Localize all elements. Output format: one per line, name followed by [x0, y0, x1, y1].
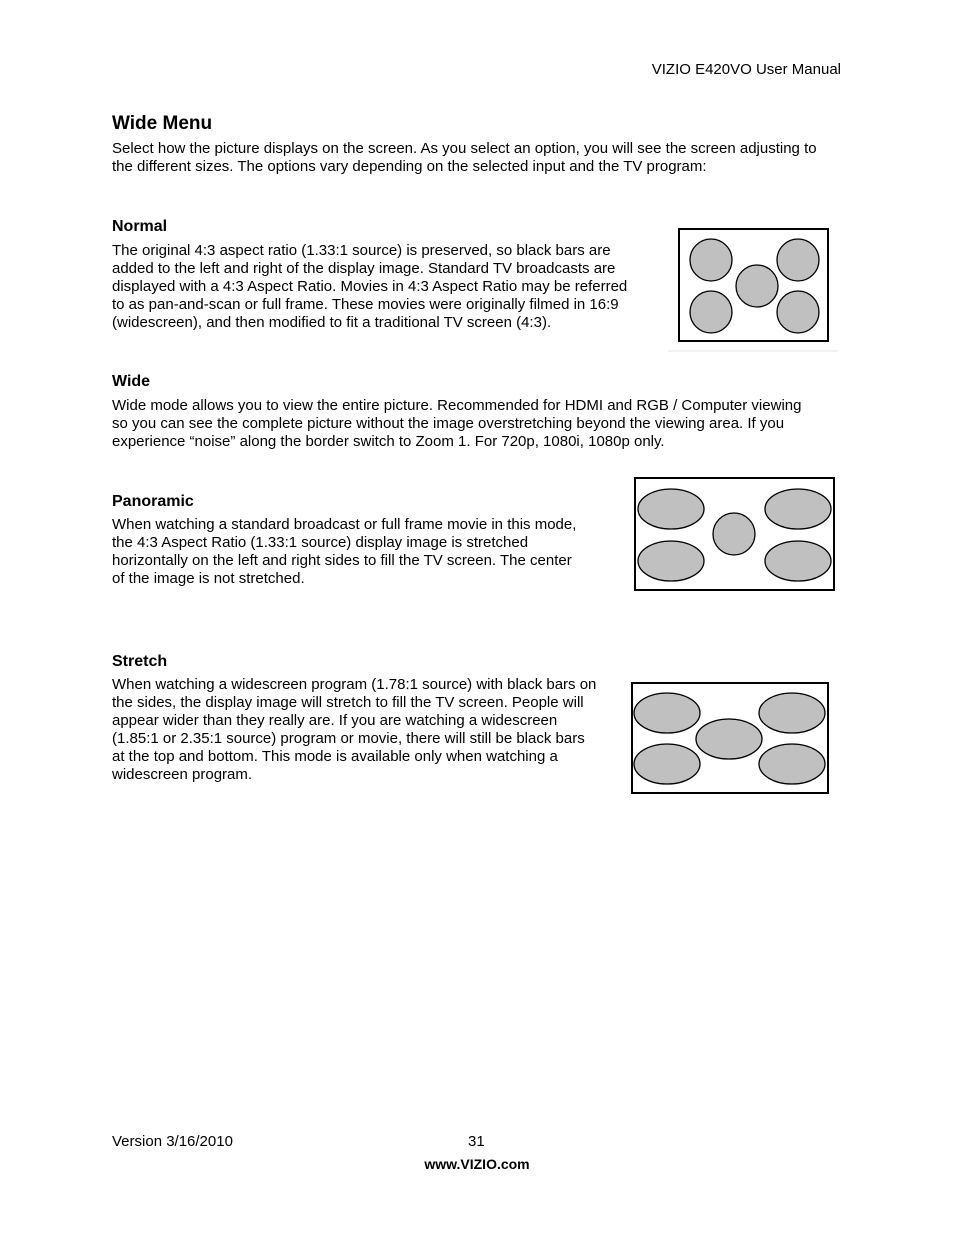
mode-title-panoramic: Panoramic — [112, 493, 194, 510]
circle-shape — [690, 239, 732, 281]
stretch-line: widescreen program. — [112, 766, 253, 783]
stretch-mode-illustration — [630, 681, 830, 795]
footer-version: Version 3/16/2010 — [112, 1133, 233, 1150]
ellipse-shape — [696, 719, 762, 759]
mode-title-normal: Normal — [112, 218, 168, 235]
panoramic-mode-illustration — [633, 476, 836, 593]
normal-line: The original 4:3 aspect ratio (1.33:1 source) is preserved, so black bars are — [112, 242, 611, 259]
mode-description-wide — [112, 397, 801, 451]
manual-title: VIZIO E420VO User Manual — [651, 61, 841, 78]
mode-description-stretch — [112, 676, 596, 784]
panoramic-line: horizontally on the left and right sides to fill the TV screen. The center — [112, 552, 572, 569]
ellipse-shape — [634, 744, 700, 784]
normal-mode-illustration — [668, 226, 838, 352]
stretch-line: appear wider than they really are. If you are watching a widescreen — [112, 712, 558, 729]
section-title: Wide Menu — [112, 113, 213, 134]
ellipse-shape — [759, 744, 825, 784]
ellipse-shape — [634, 693, 700, 733]
mode-title-wide: Wide — [112, 373, 151, 390]
wide-line: so you can see the complete picture without the image overstretching beyond the viewing area. If you — [112, 415, 785, 432]
panoramic-line: of the image is not stretched. — [112, 570, 305, 587]
panoramic-line: the 4:3 Aspect Ratio (1.33:1 source) display image is stretched — [112, 534, 529, 551]
ellipse-shape — [765, 541, 831, 581]
normal-line: to as pan-and-scan or full frame. These movies were originally filmed in 16:9 — [112, 296, 619, 313]
circle-shape — [777, 291, 819, 333]
normal-line: displayed with a 4:3 Aspect Ratio. Movies in 4:3 Aspect Ratio may be referred — [112, 278, 628, 295]
circle-shape — [690, 291, 732, 333]
circle-shape — [736, 265, 778, 307]
ellipse-shape — [759, 693, 825, 733]
normal-line: (widescreen), and then modified to fit a traditional TV screen (4:3). — [112, 314, 552, 331]
circle-shape — [777, 239, 819, 281]
ellipse-shape — [638, 489, 704, 529]
stretch-line: (1.85:1 or 2.35:1 source) program or movie, there will still be black bars — [112, 730, 585, 747]
ellipse-shape — [765, 489, 831, 529]
page-number: 31 — [468, 1133, 485, 1150]
stretch-line: the sides, the display image will stretch to fill the TV screen. People will — [112, 694, 584, 711]
panoramic-line: When watching a standard broadcast or full frame movie in this mode, — [112, 516, 577, 533]
ellipse-shape — [638, 541, 704, 581]
mode-description-normal — [112, 242, 627, 332]
normal-line: added to the left and right of the display image. Standard TV broadcasts are — [112, 260, 616, 277]
mode-description-panoramic — [112, 516, 576, 588]
wide-line: experience “noise” along the border switch to Zoom 1. For 720p, 1080i, 1080p only. — [112, 433, 665, 450]
stretch-line: at the top and bottom. This mode is available only when watching a — [112, 748, 558, 765]
circle-shape — [713, 513, 755, 555]
wide-line: Wide mode allows you to view the entire picture. Recommended for HDMI and RGB / Computer viewing — [112, 397, 802, 414]
stretch-line: When watching a widescreen program (1.78:1 source) with black bars on — [112, 676, 597, 693]
section-intro: Select how the picture displays on the screen. As you select an option, you will see the screen adjusting to the different sizes. The options vary depending on the selected input and the TV program: — [112, 140, 817, 175]
footer-url: www.VIZIO.com — [424, 1156, 530, 1172]
mode-title-stretch: Stretch — [112, 653, 168, 670]
